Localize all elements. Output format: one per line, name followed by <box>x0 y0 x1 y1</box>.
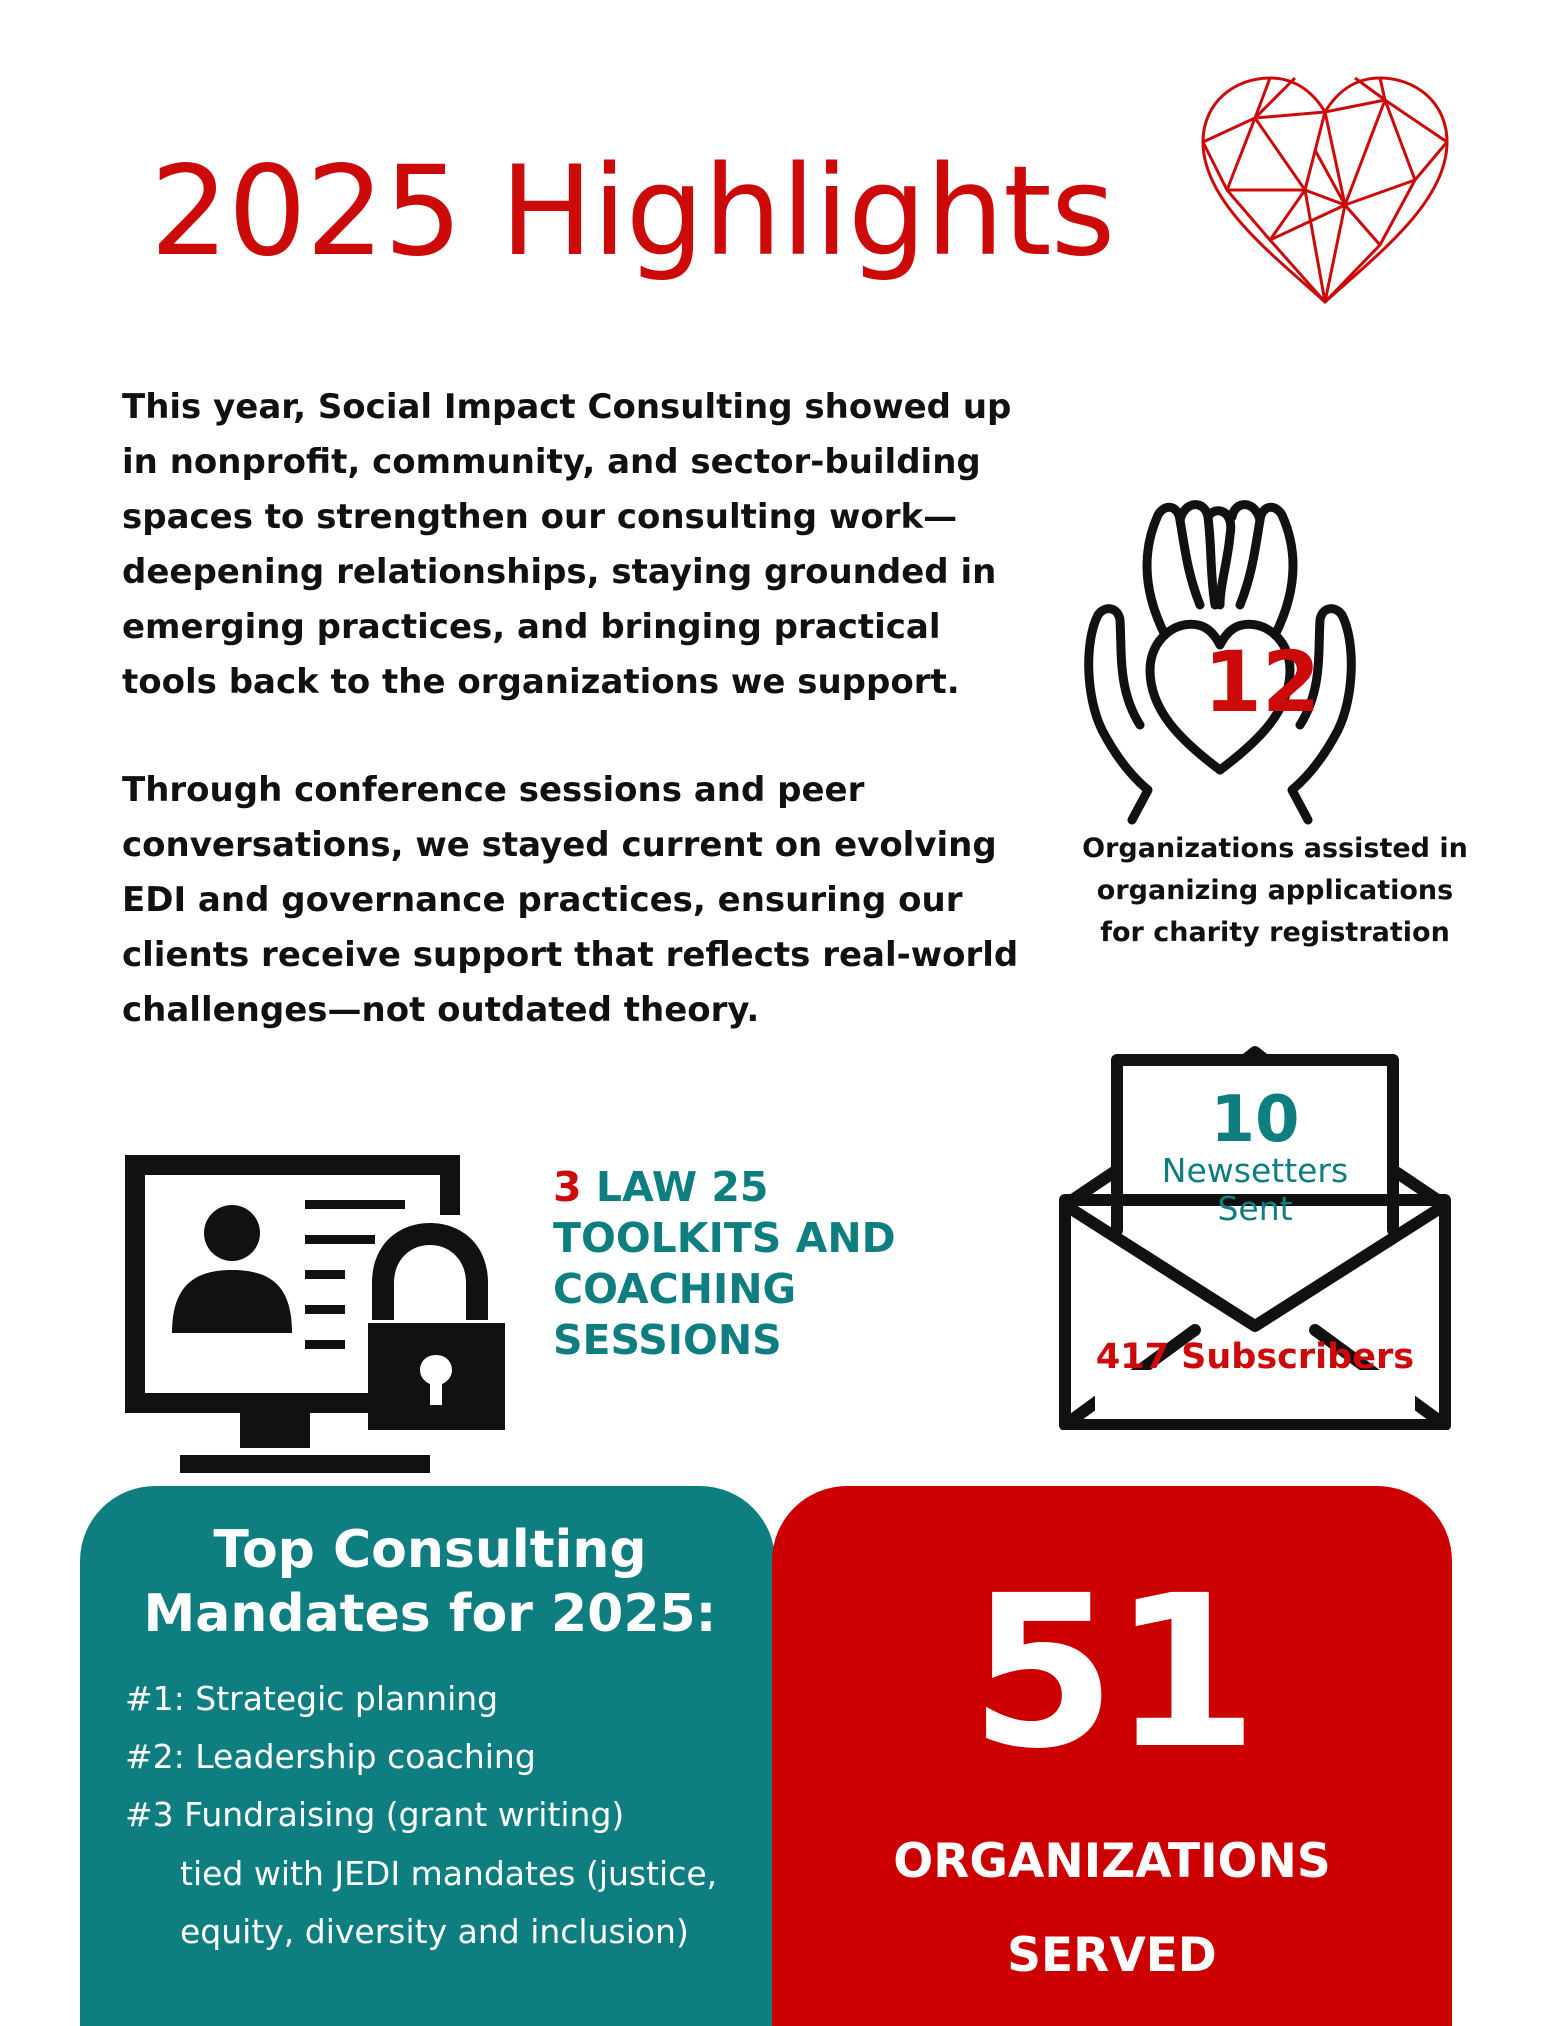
charity-stat-label-line: for charity registration <box>1100 917 1450 948</box>
organizations-served-label-line: SERVED <box>1007 1928 1217 1983</box>
mandate-item: tied with JEDI mandates (justice, <box>180 1854 718 1893</box>
intro-paragraph-1: This year, Social Impact Consulting showed up in nonprofit, community, and sector-building spaces to strengthen our consulting work—deepening relationships, staying grounded in emerging practices, and bringing practical tools back to the organizations we support. <box>122 387 1012 702</box>
law25-stat-label: LAW 25 TOOLKITS AND COACHING SESSIONS <box>553 1163 896 1364</box>
organizations-served-value: 51 <box>969 1550 1255 1795</box>
organizations-served-label-line: ORGANIZATIONS <box>893 1834 1331 1889</box>
law25-stat-value: 3 <box>553 1163 582 1211</box>
mandate-item: equity, diversity and inclusion) <box>180 1912 689 1951</box>
intro-paragraph-2: Through conference sessions and peer conversations, we stayed current on evolving EDI and governance practices, ensuring our clients receive support that reflects real-world challenges—not outdated theory. <box>122 770 1019 1030</box>
mandates-title <box>110 1518 750 1646</box>
mandates-title-line: Top Consulting <box>213 1520 647 1580</box>
law25-stat <box>553 1162 953 1366</box>
newsletter-stat-value: 10 <box>1210 1083 1300 1157</box>
organizations-served-label <box>772 1815 1452 2003</box>
charity-stat-label <box>1055 828 1495 954</box>
charity-stat-value: 12 <box>1203 633 1321 731</box>
computer-lock-icon <box>120 1155 515 1480</box>
subscribers-count: 417 Subscribers <box>1095 1337 1415 1377</box>
charity-stat-label-line: organizing applications <box>1096 875 1454 906</box>
charity-stat-label-line: Organizations assisted in <box>1082 833 1468 864</box>
page-title: 2025 Highlights <box>150 140 1115 284</box>
newsletter-stat-label-line: Newsetters <box>1161 1151 1349 1190</box>
newsletter-stat-label <box>1125 1152 1385 1228</box>
newsletter-stat-label-line: Sent <box>1217 1189 1293 1228</box>
mandate-item: #3 Fundraising (grant writing) <box>125 1795 625 1834</box>
mandates-title-line: Mandates for 2025: <box>143 1584 717 1644</box>
geometric-heart-icon <box>1195 70 1455 310</box>
mandate-item: #1: Strategic planning <box>125 1679 499 1718</box>
mandate-item: #2: Leadership coaching <box>125 1737 536 1776</box>
